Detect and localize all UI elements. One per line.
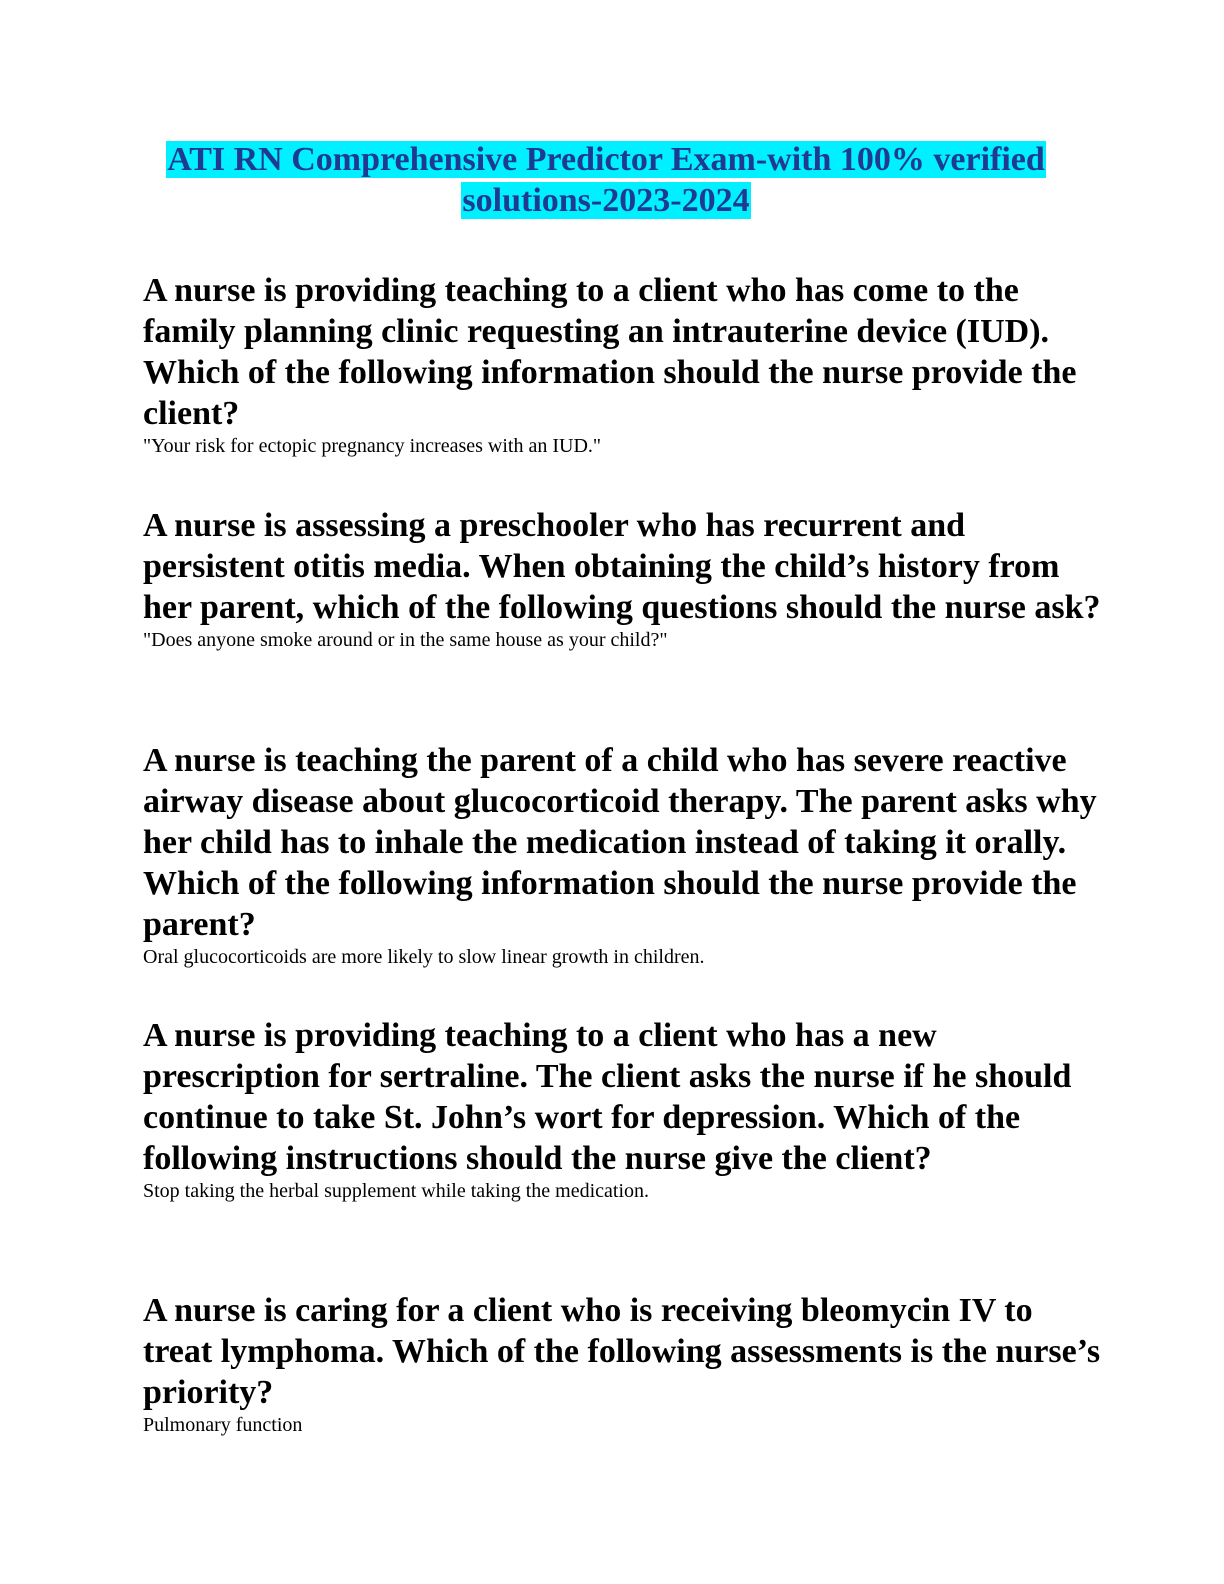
answer-text: "Does anyone smoke around or in the same house as your child?" [143, 629, 668, 651]
answer-text: Pulmonary function [143, 1414, 303, 1436]
qa-item [143, 1015, 1103, 1203]
question-text: A nurse is providing teaching to a client who has a new prescription for sertraline. The client asks the nurse if he should continue to take St. John’s wort for depression. Which of the following instructions should the nurse give the client? [143, 1017, 1072, 1177]
question-text: A nurse is providing teaching to a client who has come to the family planning clinic requesting an intrauterine device (IUD). Which of the following information should the nurse provide the client? [143, 272, 1077, 432]
title-line-1: ATI RN Comprehensive Predictor Exam-with 100% verified [167, 141, 1045, 178]
question-text: A nurse is teaching the parent of a child who has severe reactive airway disease about glucocorticoid therapy. The parent asks why her child has to inhale the medication instead of taking it orally. Which of the following information should the nurse provide the parent? [143, 742, 1097, 943]
qa-item [143, 505, 1103, 652]
qa-item [143, 740, 1103, 969]
question-text: A nurse is assessing a preschooler who has recurrent and persistent otitis media. When obtaining the child’s history from her parent, which of the following questions should the nurse ask? [143, 507, 1101, 626]
answer-text: Oral glucocorticoids are more likely to slow linear growth in children. [143, 946, 705, 968]
qa-item [143, 1290, 1103, 1437]
qa-item [143, 270, 1103, 458]
question-text: A nurse is caring for a client who is receiving bleomycin IV to treat lymphoma. Which of the following assessments is the nurse’s priority? [143, 1292, 1101, 1411]
answer-text: Stop taking the herbal supplement while taking the medication. [143, 1180, 649, 1202]
document-title [100, 139, 1112, 221]
title-line-2: solutions-2023-2024 [462, 182, 750, 219]
answer-text: "Your risk for ectopic pregnancy increases with an IUD." [143, 435, 602, 457]
